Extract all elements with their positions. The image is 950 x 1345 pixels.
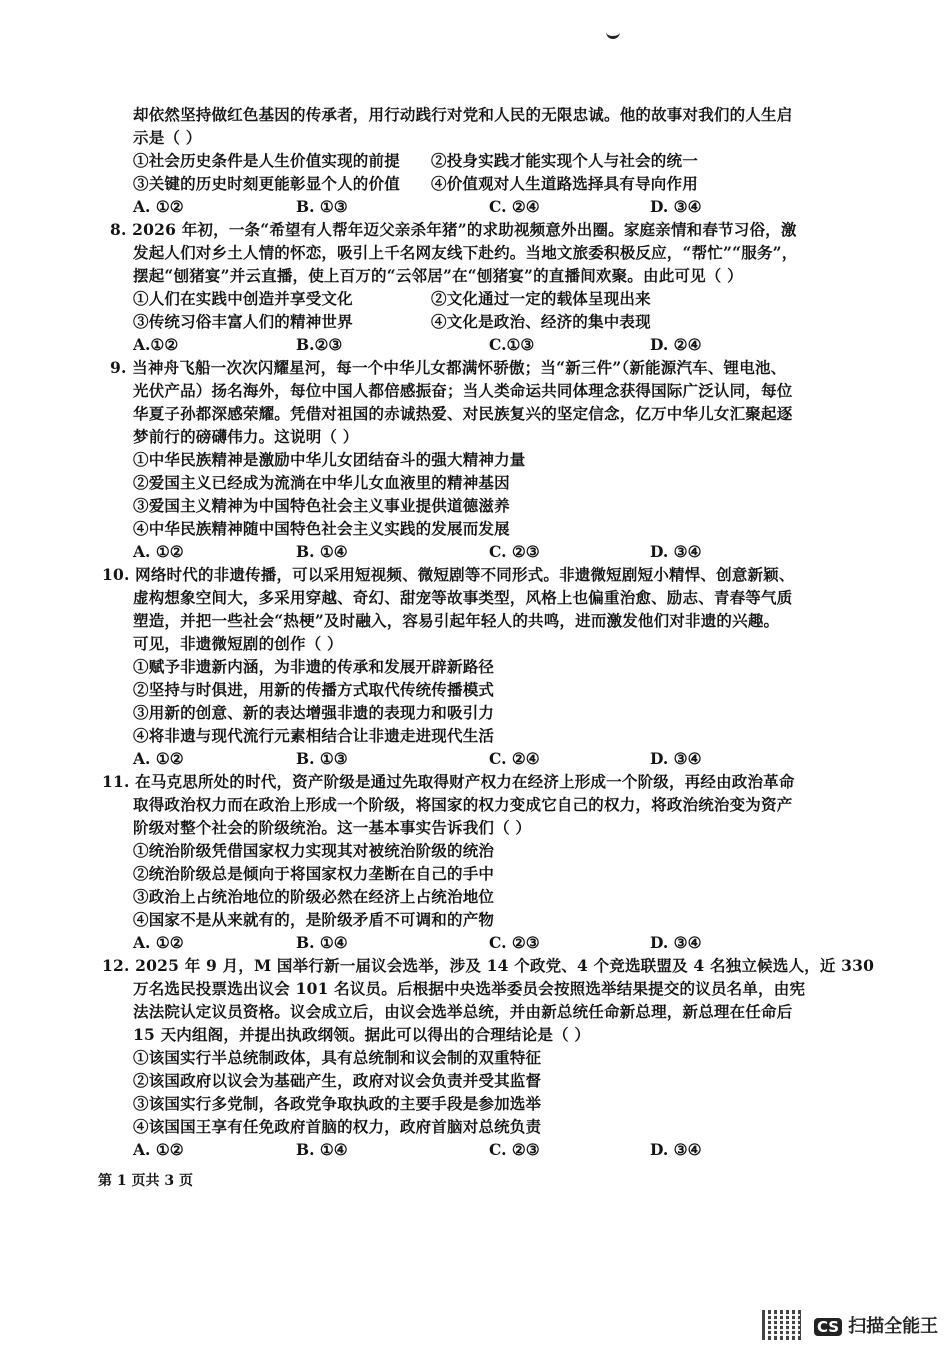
answer-choices [110,195,820,218]
option-row [110,172,820,195]
option-3: ③关键的历史时刻更能彰显个人的价值 [133,174,400,193]
option-1: ①赋予非遗新内涵，为非遗的传承和发展开辟新路径 [133,657,495,676]
question-stem-line: 阶级对整个社会的阶级统治。这一基本事实告诉我们（ ） [133,818,532,837]
question-stem-line: 华夏子孙都深感荣耀。凭借对祖国的赤诚热爱、对民族复兴的坚定信念，亿万中华儿女汇聚起逐 [133,404,793,423]
option-1: ①社会历史条件是人生价值实现的前提 [133,151,400,170]
question-stem-line: 摆起“刨猪宴”并云直播，使上百万的“云邻居”在“刨猪宴”的直播间欢聚。由此可见（ ） [133,266,743,285]
option-3: ③该国实行多党制，各政党争取执政的主要手段是参加选举 [133,1094,542,1113]
answer-d: D. ③④ [650,542,702,561]
question-stem-line: 8. 2026 年初，一条“希望有人帮年迈父亲杀年猪”的求助视频意外出圈。家庭亲情和春节习俗，激 [110,220,797,239]
answer-d: D. ③④ [650,1140,702,1159]
answer-b: B. ①③ [296,749,348,768]
question-7 [110,103,820,218]
question-stem-line: 示是（ ） [133,128,202,147]
question-stem-line: 10. 网络时代的非遗传播，可以采用短视频、微短剧等不同形式。非遗微短剧短小精悍、创意新颖、 [102,565,795,584]
question-stem-line: 15 天内组阁，并提出执政纲领。据此可以得出的合理结论是（ ） [133,1025,591,1044]
answer-c: C. ②③ [489,1140,540,1159]
option-4: ④文化是政治、经济的集中表现 [431,312,651,331]
option-4: ④将非遗与现代流行元素相结合让非遗走进现代生活 [133,726,495,745]
option-1: ①统治阶级凭借国家权力实现其对被统治阶级的统治 [133,841,495,860]
question-10 [102,563,820,770]
question-8 [110,218,820,356]
option-3: ③政治上占统治地位的阶级必然在经济上占统治地位 [133,887,495,906]
question-stem-line: 9. 当神舟飞船一次次闪耀星河，每一个中华儿女都满怀骄傲；当“新三件”（新能源汽车、锂电池、 [110,358,787,377]
answer-c: C. ②④ [489,197,540,216]
option-4: ④国家不是从来就有的，是阶级矛盾不可调和的产物 [133,910,495,929]
option-4: ④价值观对人生道路选择具有导向作用 [431,174,698,193]
answer-choices [110,540,820,563]
exam-page [102,103,875,1161]
option-4: ④该国国王享有任免政府首脑的权力，政府首脑对总统负责 [133,1117,542,1136]
question-stem-line: 塑造，并把一些社会“热梗”及时融入，容易引起年轻人的共鸣，进而激发他们对非遗的兴趣。 [133,611,780,630]
question-9 [110,356,820,563]
camscanner-logo-icon: CS [814,1318,842,1336]
answer-choices [110,333,820,356]
answer-d: D. ③④ [650,749,702,768]
option-row [110,149,820,172]
answer-b: B. ①③ [296,197,348,216]
question-stem-line: 万名选民投票选出议会 101 名议员。后根据中央选举委员会按照选举结果提交的议员名单，由宪 [133,979,806,998]
question-stem-line: 光伏产品）扬名海外，每位中国人都倍感振奋；当人类命运共同体理念获得国际广泛认同，每位 [133,381,793,400]
question-11 [102,770,820,954]
option-1: ①中华民族精神是激励中华儿女团结奋斗的强大精神力量 [133,450,526,469]
option-row [110,310,820,333]
answer-c: C. ②③ [489,933,540,952]
option-3: ③传统习俗丰富人们的精神世界 [133,312,353,331]
question-stem-line: 虚构想象空间大，多采用穿越、奇幻、甜宠等故事类型，风格上也偏重治愈、励志、青春等气质 [133,588,793,607]
question-stem-line: 梦前行的磅礴伟力。这说明（ ） [133,427,359,446]
answer-b: B. ①④ [296,542,348,561]
scanner-watermark [814,1312,938,1338]
answer-choices [110,931,820,954]
option-row [110,287,820,310]
option-1: ①人们在实践中创造并享受文化 [133,289,353,308]
top-scan-mark [606,30,620,39]
option-2: ②爱国主义已经成为流淌在中华儿女血液里的精神基因 [133,473,510,492]
scanner-watermark-text: 扫描全能王 [848,1316,939,1337]
question-stem-line: 法法院认定议员资格。议会成立后，由议会选举总统，并由新总统任命新总理，新总理在任命后 [133,1002,793,1021]
answer-d: D. ③④ [650,933,702,952]
option-2: ②坚持与时俱进，用新的传播方式取代传统传播模式 [133,680,495,699]
answer-c: C. ②③ [489,542,540,561]
option-2: ②该国政府以议会为基础产生，政府对议会负责并受其监督 [133,1071,542,1090]
answer-a: A.①② [133,335,179,354]
answer-choices [110,1138,820,1161]
answer-c: C. ②④ [489,749,540,768]
question-stem-line: 却依然坚持做红色基因的传承者，用行动践行对党和人民的无限忠诚。他的故事对我们的人生启 [133,105,793,124]
answer-b: B. ①④ [296,1140,348,1159]
answer-b: B.②③ [296,335,343,354]
question-stem-line: 可见，非遗微短剧的创作（ ） [133,634,343,653]
option-2: ②统治阶级总是倾向于将国家权力垄断在自己的手中 [133,864,495,883]
option-4: ④中华民族精神随中国特色社会主义实践的发展而发展 [133,519,510,538]
question-12 [102,954,875,1161]
answer-c: C.①③ [489,335,535,354]
answer-choices [110,747,820,770]
question-stem-line: 取得政治权力而在政治上形成一个阶级，将国家的权力变成它自己的权力，将政治统治变为资产 [133,795,793,814]
answer-d: D. ③④ [650,197,702,216]
answer-a: A. ①② [133,1140,184,1159]
page-number-footer: 第 1 页共 3 页 [98,1173,193,1189]
option-1: ①该国实行半总统制政体，具有总统制和议会制的双重特征 [133,1048,542,1067]
question-stem-line: 12. 2025 年 9 月，M 国举行新一届议会选举，涉及 14 个政党、4 个竞选联盟及 4 名独立候选人，近 330 [102,956,875,975]
question-stem-line: 发起人们对乡土人情的怀恋，吸引上千名网友线下赴约。当地文旅委积极反应，“帮忙”“服务”， [133,243,798,262]
answer-b: B. ①④ [296,933,348,952]
option-3: ③爱国主义精神为中国特色社会主义事业提供道德滋养 [133,496,510,515]
answer-d: D. ②④ [650,335,702,354]
answer-a: A. ①② [133,542,184,561]
answer-a: A. ①② [133,749,184,768]
option-2: ②投身实践才能实现个人与社会的统一 [431,151,698,170]
qr-code-icon [762,1310,804,1340]
answer-a: A. ①② [133,933,184,952]
option-3: ③用新的创意、新的表达增强非遗的表现力和吸引力 [133,703,495,722]
option-2: ②文化通过一定的载体呈现出来 [431,289,651,308]
answer-a: A. ①② [133,197,184,216]
question-stem-line: 11. 在马克思所处的时代，资产阶级是通过先取得财产权力在经济上形成一个阶级，再经由政治革命 [102,772,795,791]
